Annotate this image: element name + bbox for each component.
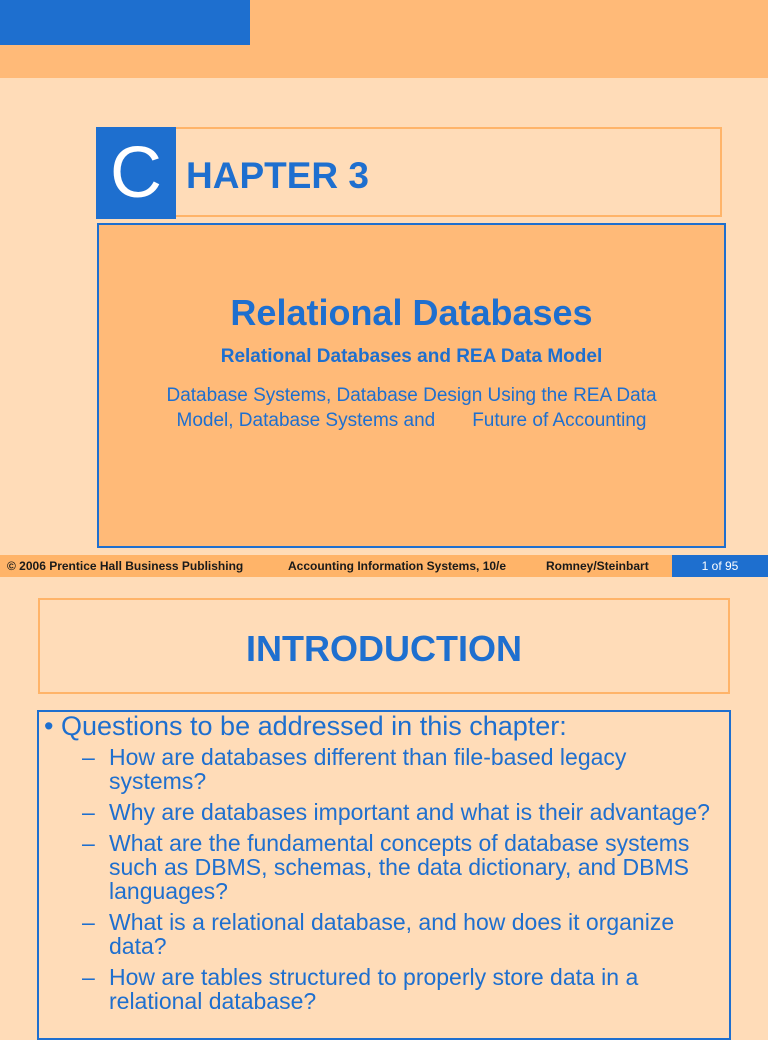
question-item: – How are tables structured to properly store data in a relational database? <box>82 965 722 1013</box>
question-item: – What are the fundamental concepts of database systems such as DBMS, schemas, the data dictionary, and DBMS languages? <box>82 831 722 903</box>
footer-book: Accounting Information Systems, 10/e <box>288 559 507 573</box>
footer-authors: Romney/Steinbart <box>546 559 649 573</box>
question-item: – How are databases different than file-based legacy systems? <box>82 745 722 793</box>
slide-description: Database Systems, Database Design Using the REA Data Model, Database Systems and Future of Accounting <box>166 385 657 431</box>
question-item: – What is a relational database, and how does it organize data? <box>82 910 722 958</box>
slide-footer <box>0 555 768 577</box>
main-bullet-text: Questions to be addressed in this chapter: <box>60 711 567 741</box>
bullet-dot: • <box>44 711 61 741</box>
slide-title: Relational Databases <box>230 292 593 333</box>
page-number: 1 of 95 <box>672 555 768 577</box>
slide-subtitle: Relational Databases and REA Data Model <box>220 346 603 367</box>
top-blue-accent <box>0 0 250 45</box>
question-item: – Why are databases important and what is their advantage? <box>82 800 722 824</box>
main-bullet <box>44 710 567 742</box>
question-list <box>82 745 722 1020</box>
chapter-initial: C <box>96 127 176 219</box>
footer-copyright: © 2006 Prentice Hall Business Publishing <box>7 559 244 573</box>
intro-title: INTRODUCTION <box>246 628 522 669</box>
chapter-title: HAPTER 3 <box>186 155 369 196</box>
